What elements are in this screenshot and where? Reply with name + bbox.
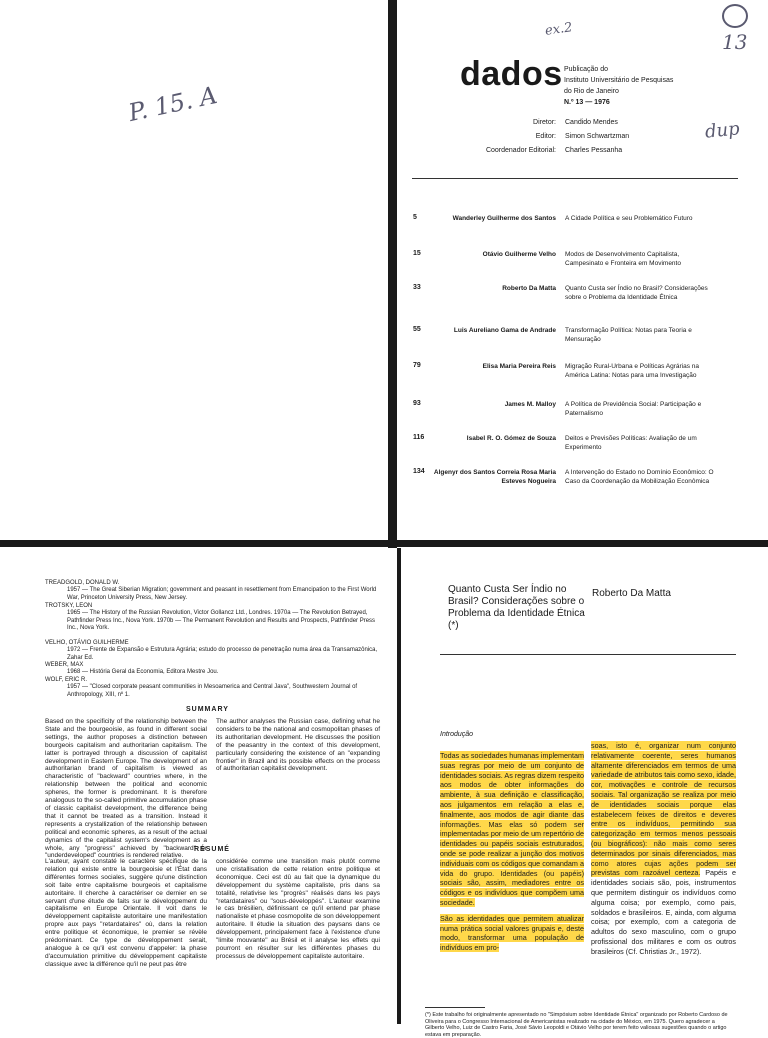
highlighted-text: soas, isto é, organizar num conjunto relativamente coerente, seres humanos altamente diferenciados em termos de uma variedade de atributos tais como sexo, idade, cor, motivações e controle de recursos sociais. Tal organização se realiza por meio de identidades sociais porque elas estabelecem feixes de direitos e deveres entre os indivíduos, permitindo sua categorização em termos menos pessoais (ou biográficos): não mais como seres determinados por sinais diferenciados, mas como atores cujas ações podem ser previstas com razoável certeza. — [591, 741, 736, 878]
toc-title: Deitos e Previsões Políticas: Avaliação de um Experimento — [565, 435, 697, 451]
publisher-line: Publicação do — [564, 66, 608, 73]
vertical-gutter-bottom — [397, 548, 401, 1024]
toc-author: Isabel R. O. Gómez de Souza — [466, 435, 556, 442]
toc-page-number: 5 — [413, 214, 417, 221]
footnote: (*) Este trabalho foi originalmente apresentado no "Simpósium sobre Identidade Étnica" organizado por Roberto Cardoso de Oliveira para o Congresso Internacional de Americanistas realizado na cidade do México, em 1975. Quero agradecer a Gilberto Velho, Luiz de Castro Faria, José Sávio Leopoldi e Otávio Velho por terem feito valiosas sugestões quando o artigo estava em preparação. — [425, 1012, 728, 1038]
toc-title: Transformação Política: Notas para Teoria e Mensuração — [565, 327, 692, 343]
resume-column-1: L'auteur, ayant constaté le caractère spécifique de la relation qui existe entre la bourgeoisie et l'État dans différentes formes sociales, suggère qu'une distinction soit faite entre capitalisme bourgeois et capitalisme autoritaire. Il cherche à caractériser ce dernier en se servant d'une étude de faits sur le développement du capitalisme en Europe Orientale. Il voit dans le développement capitaliste autoritaire une manifestation propre aux pays "retardataires" où, dans la relation entre politique et économique, le premier se révèle prédominant. Ce type de développement serait, analogue à ce qu'il est convenu d'appeler: la phase d'accumulation primitive du développement capitaliste classique avec la différence qu'il ne peut pas être — [45, 858, 207, 968]
staff-label: Diretor: — [533, 119, 556, 126]
summary-heading: SUMMARY — [186, 706, 229, 713]
summary-column-2: The author analyses the Russian case, defining what he considers to be the national and cosmopolitan phases of its authoritarian development. He discusses the position of the peasantry in the context of this development, particularly considering the existence of an "expanding frontier" in Brazil and its possible effects on the process of authoritarian capitalist development. — [216, 718, 380, 773]
handwritten-code: P. 15. A — [126, 80, 220, 128]
reference-author: WOLF, ERIC R. — [45, 677, 88, 683]
toc-page-number: 116 — [413, 434, 425, 441]
staff-value: Simon Schwartzman — [565, 133, 630, 140]
reference-text: 1968 — História Geral da Economia, Editora Mestre Jou. — [67, 669, 219, 676]
reference-author: VELHO, OTÁVIO GUILHERME — [45, 640, 129, 646]
article-author: Roberto Da Matta — [592, 588, 671, 599]
toc-author: Luis Aureliano Gama de Andrade — [453, 327, 556, 334]
header-rule — [412, 178, 738, 179]
footnote-rule — [425, 1007, 485, 1008]
reference-entry — [45, 662, 380, 677]
toc-title: Migração Rural-Urbana e Políticas Agrárias na América Latina: Notas para uma Investigação — [565, 363, 700, 379]
highlighted-text: Todas as sociedades humanas implementam suas regras por meio de um conjunto de identidades sociais. As regras dizem respeito aos modos de obter informações do ambiente, à sua definição e classificação, aos julgamentos em relação a elas e, finalmente, aos modos de agir diante das informações. Mas elas só podem ser implementadas por meio de um repertório de identidades ou papéis sociais estruturados, onde se pode realizar a junção dos motivos individuais com os códigos que comandam a vida do grupo. Identidades (ou papéis) sociais são, assim, mediadores entre os códigos e os indivíduos que compõem uma sociedade. — [440, 751, 584, 907]
toc-author: James M. Malloy — [504, 401, 556, 408]
publisher-line: do Rio de Janeiro — [564, 88, 619, 95]
toc-title: A Política de Previdência Social: Participação e Paternalismo — [565, 401, 702, 417]
reference-text: 1965 — The History of the Russian Revolution, Victor Gollancz Ltd., Londres. 1970a — The Revolution Betrayed, Pathfinder Press Inc., Nova York. 1970b — The Permanent Revolution and Results and Prospects, Pathfinder Press Inc., Nova York. — [67, 610, 376, 631]
reference-entry — [45, 677, 380, 699]
journal-title: dados — [460, 55, 563, 93]
summary-column-1: Based on the specificity of the relationship between the State and the bourgeoisie, as found in different social settings, the author proposes a distinction between bourgeois capitalism and authoritarian capitalism. The latter is portrayed through a discussion of capitalist development in Eastern Europe. The development of an authoritarian brand of capitalism is viewed as characteristic of "backward" countries where, in the relationship between the political and economic spheres, the former is predominant. It is therefore analogous to the so-called primitive accumulation phase of classic capitalist development, the difference being that it cannot be treated as a transition. Instead it represents a crystallization of the relationship between political and economic spheres, as a result of the actual dynamics of the capitalist system's development as a whole, any "progress" achieved by "backward" or "underdeveloped" countries is rendered relative. — [45, 718, 207, 860]
issue-number: N.º 13 — 1976 — [564, 99, 610, 106]
highlighted-text: São as identidades que permitem atualizar numa prática social valores grupais e, deste modo, transformar uma população de indivíduos em pro- — [440, 913, 584, 953]
toc-page-number: 33 — [413, 284, 421, 291]
resume-column-2: considérée comme une transition mais plutôt comme une cristallisation de cette relation entre politique et économique. Ceci est dû au fait que la dynamique du développement du système capitaliste, pris dans sa totalité, relativise les "progrès" réalisés dans les pays "retardataires" ou "sous-développés". L'auteur examine le cas brésilien, définissant ce qu'il entend par phase nationaliste et phase cosmopolite de son développement autoritaire. Il étudie la situation des paysans dans ce développement, principalement face à l'existence d'une "limite mouvante" au Brésil et il analyse les effets qui pourront en résulter sur les différentes phases du processus de développement capitaliste autoritaire. — [216, 858, 380, 960]
publisher-line: Instituto Universitário de Pesquisas — [564, 77, 674, 84]
toc-page-number: 93 — [413, 400, 421, 407]
reference-entry — [45, 640, 380, 662]
toc-page-number: 79 — [413, 362, 421, 369]
handwritten-number: 13 — [722, 30, 748, 54]
reference-text: 1957 — "Closed corporate peasant communities in Mesoamerica and Central Java", Southwestern Journal of Anthropology, XIII, nº 1. — [67, 684, 358, 698]
vertical-gutter-top — [388, 0, 397, 548]
toc-title: Quanto Custa ser Índio no Brasil? Considerações sobre o Problema da Identidade Étnica — [565, 285, 708, 301]
staff-label: Coordenador Editorial: — [485, 147, 556, 154]
toc-title: Modos de Desenvolvimento Capitalista, Campesinato e Fronteira em Movimento — [565, 251, 681, 267]
handwritten-circle-mark — [722, 4, 748, 28]
reference-author: TREADGOLD, DONALD W. — [45, 580, 120, 586]
toc-author: Wanderley Guilherme dos Santos — [452, 215, 556, 222]
toc-author: Algenyr dos Santos Correia Rosa Maria Esteves Nogueira — [433, 469, 556, 485]
reference-text: 1972 — Frente de Expansão e Estrutura Agrária; estudo do processo de penetração numa área da Transamazônica, Zahar Ed. — [67, 647, 378, 661]
staff-value: Charles Pessanha — [565, 147, 623, 154]
toc-title: A Intervenção do Estado no Domínio Econômico: O Caso da Coordenação da Mobilização Econômica — [565, 469, 714, 485]
staff-label: Editor: — [535, 133, 556, 140]
toc-title: A Cidade Política e seu Problemático Futuro — [565, 215, 693, 222]
section-heading: Introdução — [440, 731, 474, 738]
publisher-block — [564, 64, 704, 108]
toc-author: Otávio Guilherme Velho — [482, 251, 556, 258]
toc-author: Roberto Da Matta — [502, 285, 556, 292]
toc-page-number: 134 — [413, 468, 425, 475]
article-title: Quanto Custa Ser Índio no Brasil? Considerações sobre o Problema da Identidade Étnica (*) — [448, 584, 585, 631]
reference-entry — [45, 580, 380, 602]
article-column-2 — [591, 741, 736, 957]
article-rule — [440, 654, 736, 655]
resume-heading: RÉSUMÉ — [194, 846, 230, 853]
reference-author: TROTSKY, LEON — [45, 603, 93, 609]
reference-text: 1957 — The Great Siberian Migration; government and peasant in resettlement from Emancipation to the First World War, Princeton University Press, New Jersey. — [67, 587, 377, 601]
horizontal-gutter — [0, 540, 768, 547]
article-column-1 — [440, 751, 584, 953]
reference-entry — [45, 603, 380, 632]
handwritten-note-top: ex.2 — [544, 20, 574, 39]
reference-author: WEBER, MAX — [45, 662, 84, 668]
toc-author: Elisa Maria Pereira Reis — [482, 363, 556, 370]
toc-page-number: 55 — [413, 326, 421, 333]
body-text: Papéis e identidades sociais são, pois, instrumentos que permitem distinguir os indivíduos como alguma coisa; por exemplo, como pais, soldados e brasileiros. E, ainda, com alguma coisa; por exemplo, com a categoria de adultos do sexo masculino, com o grupo profissional dos militares e com os outros brasileiros (Cf. Christias Jr., 1972). — [591, 868, 736, 956]
toc-page-number: 15 — [413, 250, 421, 257]
handwritten-margin-note: dup — [703, 118, 741, 143]
staff-value: Candido Mendes — [565, 119, 618, 126]
